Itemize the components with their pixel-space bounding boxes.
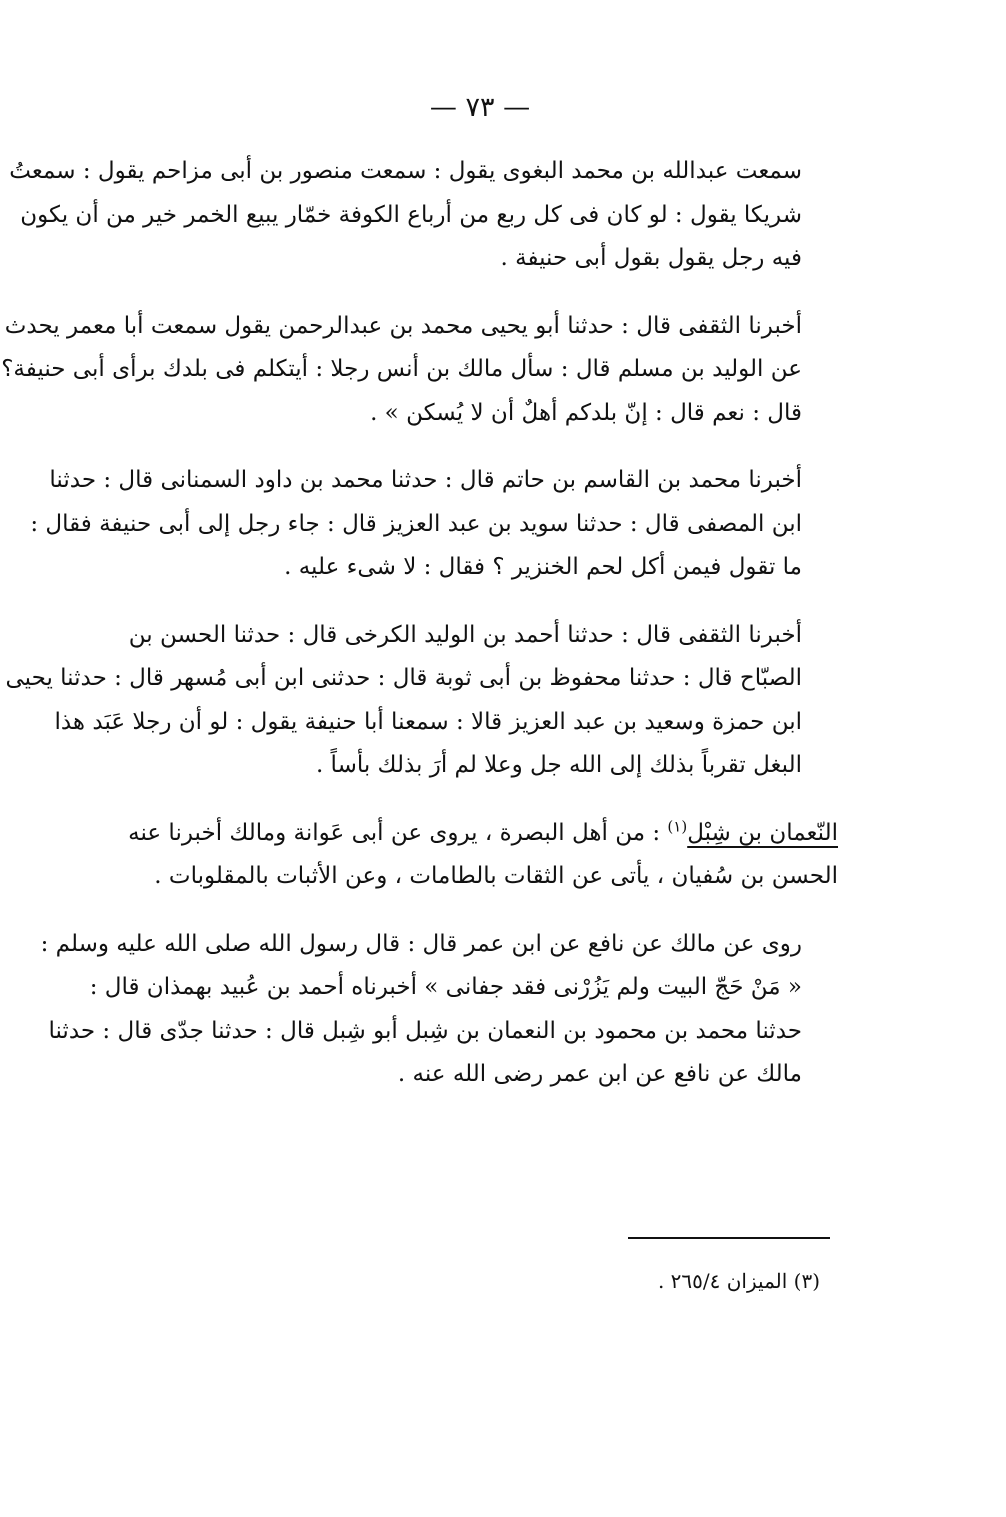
paragraph-4: [5, 614, 838, 788]
text-line: قال : نعم قال : إنّ بلدكم أهلٌ أن لا يُسكن » .: [370, 399, 802, 426]
paragraph-3: [30, 459, 838, 590]
text-line: البغل تقرباً بذلك إلى الله جل وعلا لم أرَ بذلك بأساً .: [315, 752, 802, 778]
biography-entry: [108, 812, 838, 899]
text-line: فيه رجل يقول بقول أبى حنيفة .: [500, 245, 802, 271]
text-line: شريكا يقول : لو كان فى كل ربع من أرباع الكوفة خمّار يبيع الخمر خير من أن يكون: [20, 201, 802, 228]
text-line: الصبّاح قال : حدثنا محفوظ بن أبى ثوبة قال : حدثنى ابن أبى مُسهر قال : حدثنا يحيى: [5, 665, 802, 691]
text-line: حدثنا محمد بن محمود بن النعمان بن شِبل أبو شِبل قال : حدثنا جدّى قال : حدثنا: [48, 1017, 802, 1044]
text-line: ابن حمزة وسعيد بن عبد العزيز قالا : سمعنا أبا حنيفة يقول : لو أن رجلا عَبَد هذا: [54, 708, 802, 735]
paragraph-2: [1, 305, 838, 436]
footnote: (٣) الميزان ٢٦٥/٤ .: [657, 1269, 820, 1293]
text-line: عن الوليد بن مسلم قال : سأل مالك بن أنس رجلا : أيتكلم فى بلدك برأى أبى حنيفة؟: [1, 356, 802, 382]
paragraph-5: [40, 923, 838, 1097]
paragraph-1: [9, 150, 838, 281]
text-line: أخبرنا الثقفى قال : حدثنا أبو يحيى محمد بن عبدالرحمن يقول سمعت أبا معمر يحدث: [4, 312, 802, 339]
text-line: ابن المصفى قال : حدثنا سويد بن عبد العزيز قال : جاء رجل إلى أبى حنيفة فقال :: [30, 510, 802, 537]
text-line: الحسن بن سُفيان ، يأتى عن الثقات بالطامات ، وعن الأثبات بالمقلوبات .: [154, 863, 838, 889]
text-line: مالك عن نافع عن ابن عمر رضى الله عنه .: [397, 1061, 802, 1087]
footnote-divider: [628, 1237, 830, 1239]
text-line: [108, 812, 838, 856]
footnote-marker: (١): [667, 816, 688, 835]
text-line: أخبرنا محمد بن القاسم بن حاتم قال : حدثنا محمد بن داود السمنانى قال : حدثنا: [49, 467, 802, 493]
body-text: [1, 150, 838, 1121]
text-line: ما تقول فيمن أكل لحم الخنزير ؟ فقال : لا شىء عليه .: [284, 554, 802, 580]
entry-name: النّعمان بن شِبْل: [687, 819, 838, 846]
text-line: سمعت عبدالله بن محمد البغوى يقول : سمعت منصور بن أبى مزاحم يقول : سمعتُ: [9, 158, 802, 184]
entry-text: : من أهل البصرة ، يروى عن أبى عَوانة ومالك أخبرنا عنه: [128, 819, 668, 846]
text-line: أخبرنا الثقفى قال : حدثنا أحمد بن الوليد الكرخى قال : حدثنا الحسن بن: [128, 621, 802, 648]
text-line: روى عن مالك عن نافع عن ابن عمر قال : قال رسول الله صلى الله عليه وسلم :: [40, 930, 802, 957]
text-line: « مَنْ حَجّ البيت ولم يَزُرْنى فقد جفانى » أخبرناه أحمد بن عُبيد بهمذان قال :: [89, 974, 802, 1000]
page-number: — ٧٣ —: [429, 92, 531, 123]
